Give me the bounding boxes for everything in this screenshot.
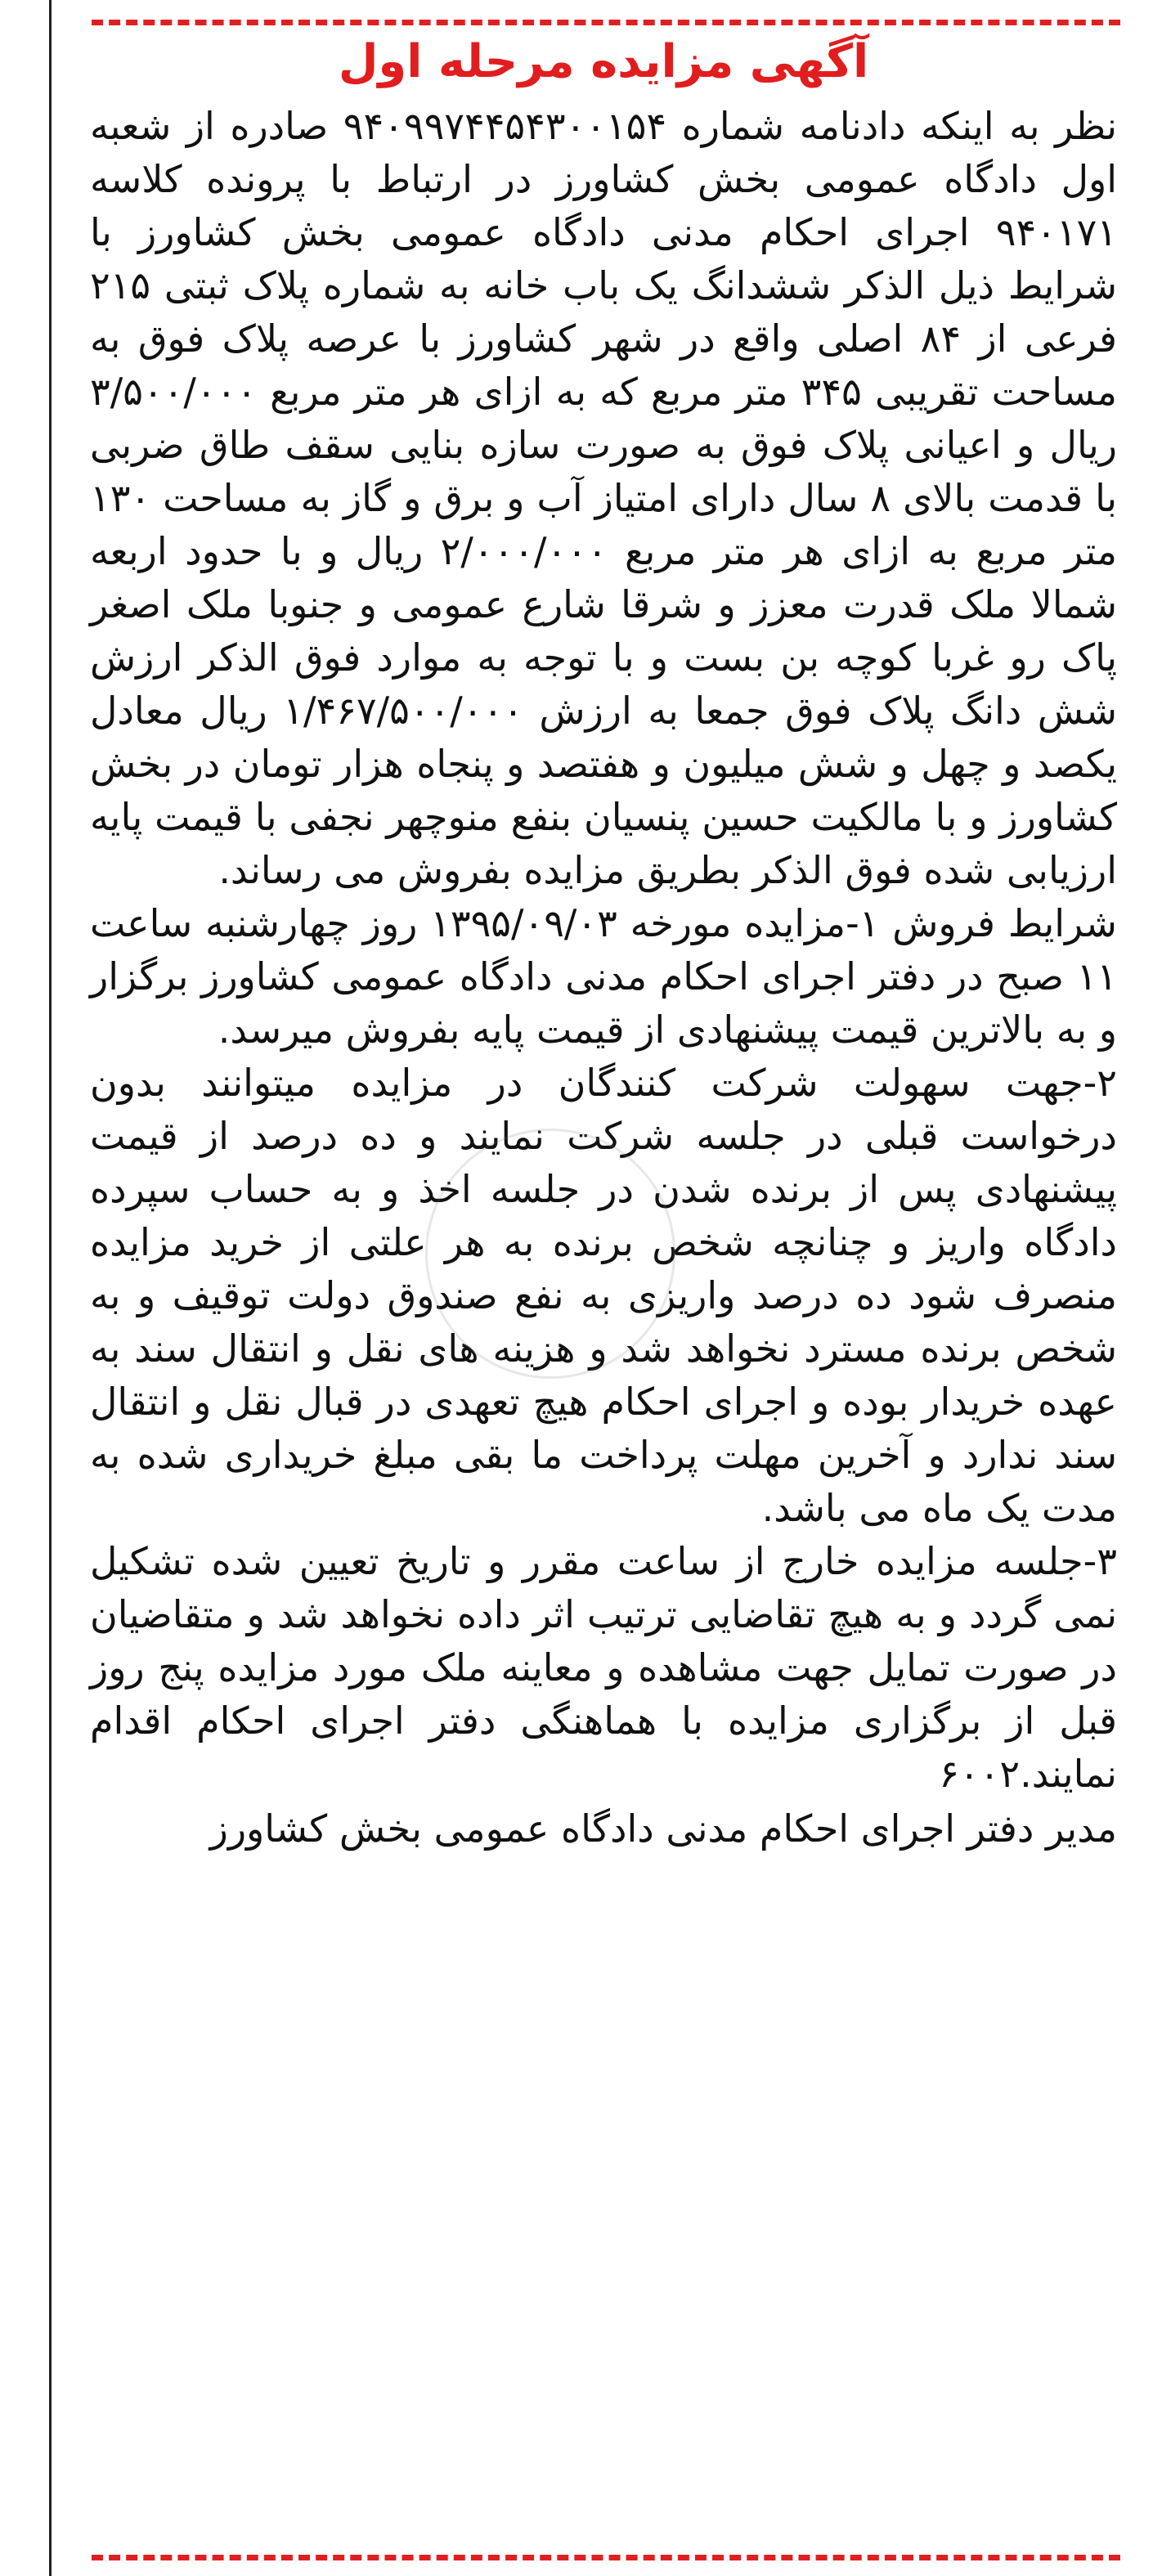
notice-signature: مدیر دفتر اجرای احکام مدنی دادگاه عمومی بخش کشاورز: [209, 1806, 1117, 1851]
top-dashed-divider: [92, 20, 1120, 25]
notice-paragraph-condition-2: ۲-جهت سهولت شرکت کنندگان در مزایده میتوانند بدون درخواست قبلی در جلسه شرکت نمایند و ده درصد از قیمت پیشنهادی پس از برنده شدن در جلسه اخذ و به حساب سپرده دادگاه واریز و چنانچه شخص برنده به هر علتی از خرید مزایده منصرف شود ده درصد واریزی به نفع صندوق دولت توقیف و به شخص برنده مسترد نخواهد شد و هزینه های نقل و انتقال سند به عهده خریدار بوده و اجرای احکام هیچ تعهدی در قبال نقل و انتقال سند ندارد و آخرین مهلت پرداخت ما بقی مبلغ خریداری شده به مدت یک ماه می باشد.: [90, 1061, 1117, 1530]
bottom-dashed-divider: [92, 2555, 1120, 2560]
notice-paragraph-intro: نظر به اینکه دادنامه شماره ۹۴۰۹۹۷۴۴۵۴۳۰۰۱۵۴ صادره از شعبه اول دادگاه عمومی بخش کشاورز در ارتباط با پرونده کلاسه ۹۴۰۱۷۱ اجرای احکام مدنی دادگاه عمومی بخش کشاورز با شرایط ذیل الذکر ششدانگ یک باب خانه به شماره پلاک ثبتی ۲۱۵ فرعی از ۸۴ اصلی واقع در شهر کشاورز با عرصه پلاک فوق به مساحت تقریبی ۳۴۵ متر مربع که به ازای هر متر مربع ۳/۵۰۰/۰۰۰ ریال و اعیانی پلاک فوق به صورت سازه بنایی سقف طاق ضربی با قدمت بالای ۸ سال دارای امتیاز آب و برق و گاز به مساحت ۱۳۰ متر مربع به ازای هر متر مربع ۲/۰۰۰/۰۰۰ ریال و با حدود اربعه شمالا ملک قدرت معزز و شرقا شارع عمومی و جنوبا ملک اصغر پاک رو غربا کوچه بن بست و با توجه به موارد فوق الذکر ارزش شش دانگ پلاک فوق جمعا به ارزش ۱/۴۶۷/۵۰۰/۰۰۰ ریال معادل یکصد و چهل و شش میلیون و هفتصد و پنجاه هزار تومان در بخش کشاورز و با مالکیت حسین پنسیان بنفع منوچهر نجفی با قیمت پایه ارزیابی شده فوق الذکر بطریق مزایده بفروش می رساند.: [90, 104, 1118, 892]
notice-paragraph-condition-3: ۳-جلسه مزایده خارج از ساعت مقرر و تاریخ تعیین شده تشکیل نمی گردد و به هیچ تقاضایی ترتیب اثر داده نخواهد شد و متقاضیان در صورت تمایل جهت مشاهده و معاینه ملک مورد مزایده پنج روز قبل از برگزاری مزایده با هماهنگی دفتر اجرای احکام اقدام نمایند.۶۰۰۲: [90, 1539, 1117, 1796]
auction-notice: [90, 29, 1117, 1856]
notice-title: آگهی مزایده مرحله اول: [338, 35, 869, 88]
left-margin-rule: [49, 0, 52, 2576]
notice-body: [90, 100, 1117, 1801]
notice-paragraph-condition-1: شرایط فروش ۱-مزایده مورخه ۱۳۹۵/۰۹/۰۳ روز چهارشنبه ساعت ۱۱ صبح در دفتر اجرای احکام مدنی دادگاه عمومی کشاورز برگزار و به بالاترین قیمت پیشنهادی از قیمت پایه بفروش میرسد.: [90, 901, 1117, 1052]
